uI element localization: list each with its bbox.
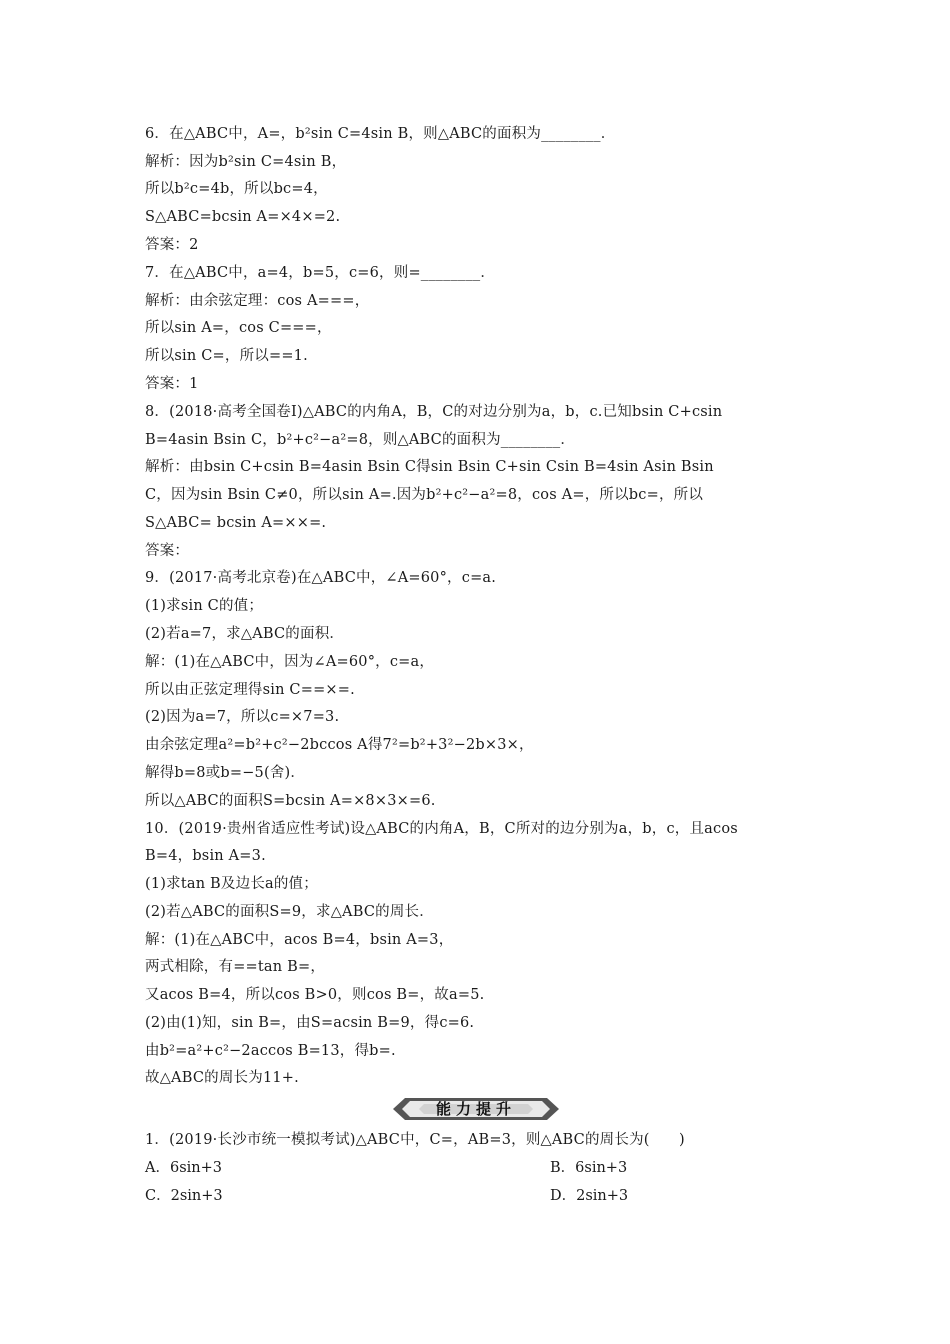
text-line: 所以sin C=，所以==1.: [145, 348, 308, 364]
text-line: 答案：: [145, 543, 190, 559]
banner-title: 能力提升: [435, 1100, 516, 1118]
text-line: S△ABC=bcsin A=×4×=2.: [145, 209, 341, 225]
text-line: (2)若a=7，求△ABC的面积．: [145, 626, 345, 642]
text-line: 解析：由余弦定理：cos A===，: [145, 293, 370, 309]
text-line: 所以sin A=，cos C===，: [145, 320, 332, 336]
text-line: B=4，bsin A=3.: [145, 848, 266, 864]
text-line: 9．(2017·高考北京卷)在△ABC中，∠A=60°，c=a.: [145, 570, 497, 586]
text-line: 10．(2019·贵州省适应性考试)设△ABC的内角A，B，C所对的边分别为a，b，c，且acos: [145, 821, 738, 837]
option-d: D．2sin+3: [550, 1188, 629, 1204]
text-line: 解：(1)在△ABC中，acos B=4，bsin A=3，: [145, 932, 454, 948]
text-line: 所以b²c=4b，所以bc=4，: [145, 181, 328, 197]
text-line: 答案：1: [145, 376, 199, 392]
text-line: 解析：由bsin C+csin B=4asin Bsin C得sin Bsin C+sin Csin B=4sin Asin Bsin: [145, 459, 714, 475]
text-line: 解析：因为b²sin C=4sin B，: [145, 154, 347, 170]
text-line: (2)若△ABC的面积S=9，求△ABC的周长．: [145, 904, 434, 920]
text-line: 答案：2: [145, 237, 199, 253]
option-a: A．6sin+3: [145, 1160, 222, 1176]
text-line: C，因为sin Bsin C≠0，所以sin A=.因为b²+c²−a²=8，cos A=，所以bc=，所以: [145, 487, 704, 503]
option-b: B．6sin+3: [550, 1160, 628, 1176]
text-line: 又acos B=4，所以cos B>0，则cos B=，故a=5.: [145, 987, 485, 1003]
text-line: B=4asin Bsin C，b²+c²−a²=8，则△ABC的面积为________．: [145, 432, 576, 448]
text-line: 6．在△ABC中，A=，b²sin C=4sin B，则△ABC的面积为________．: [145, 126, 616, 142]
text-line: 故△ABC的周长为11+.: [145, 1070, 299, 1086]
text-line: 所以由正弦定理得sin C==×=.: [145, 682, 355, 698]
text-line: 所以△ABC的面积S=bcsin A=×8×3×=6.: [145, 793, 436, 809]
text-line: 由余弦定理a²=b²+c²−2bccos A得7²=b²+3²−2b×3×，: [145, 737, 534, 753]
text-line: (1)求sin C的值；: [145, 598, 264, 614]
option-c: C．2sin+3: [145, 1188, 223, 1204]
text-line: (2)因为a=7，所以c=×7=3.: [145, 709, 340, 725]
text-line: (1)求tan B及边长a的值；: [145, 876, 318, 892]
text-line: 8．(2018·高考全国卷Ⅰ)△ABC的内角A，B，C的对边分别为a，b，c.已知bsin C+csin: [145, 404, 723, 420]
section-banner: [393, 1096, 559, 1122]
text-line: 解得b=8或b=−5(舍)．: [145, 765, 306, 781]
text-line: 7．在△ABC中，a=4，b=5，c=6，则=________．: [145, 265, 496, 281]
text-line: (2)由(1)知，sin B=，由S=acsin B=9，得c=6.: [145, 1015, 475, 1031]
text-line: 由b²=a²+c²−2accos B=13，得b=.: [145, 1043, 396, 1059]
text-line: 解：(1)在△ABC中，因为∠A=60°，c=a，: [145, 654, 435, 670]
question-stem: 1．(2019·长沙市统一模拟考试)△ABC中，C=，AB=3，则△ABC的周长为( ): [145, 1132, 685, 1148]
text-line: 两式相除，有==tan B=，: [145, 959, 326, 975]
text-line: S△ABC= bcsin A=××=.: [145, 515, 327, 531]
